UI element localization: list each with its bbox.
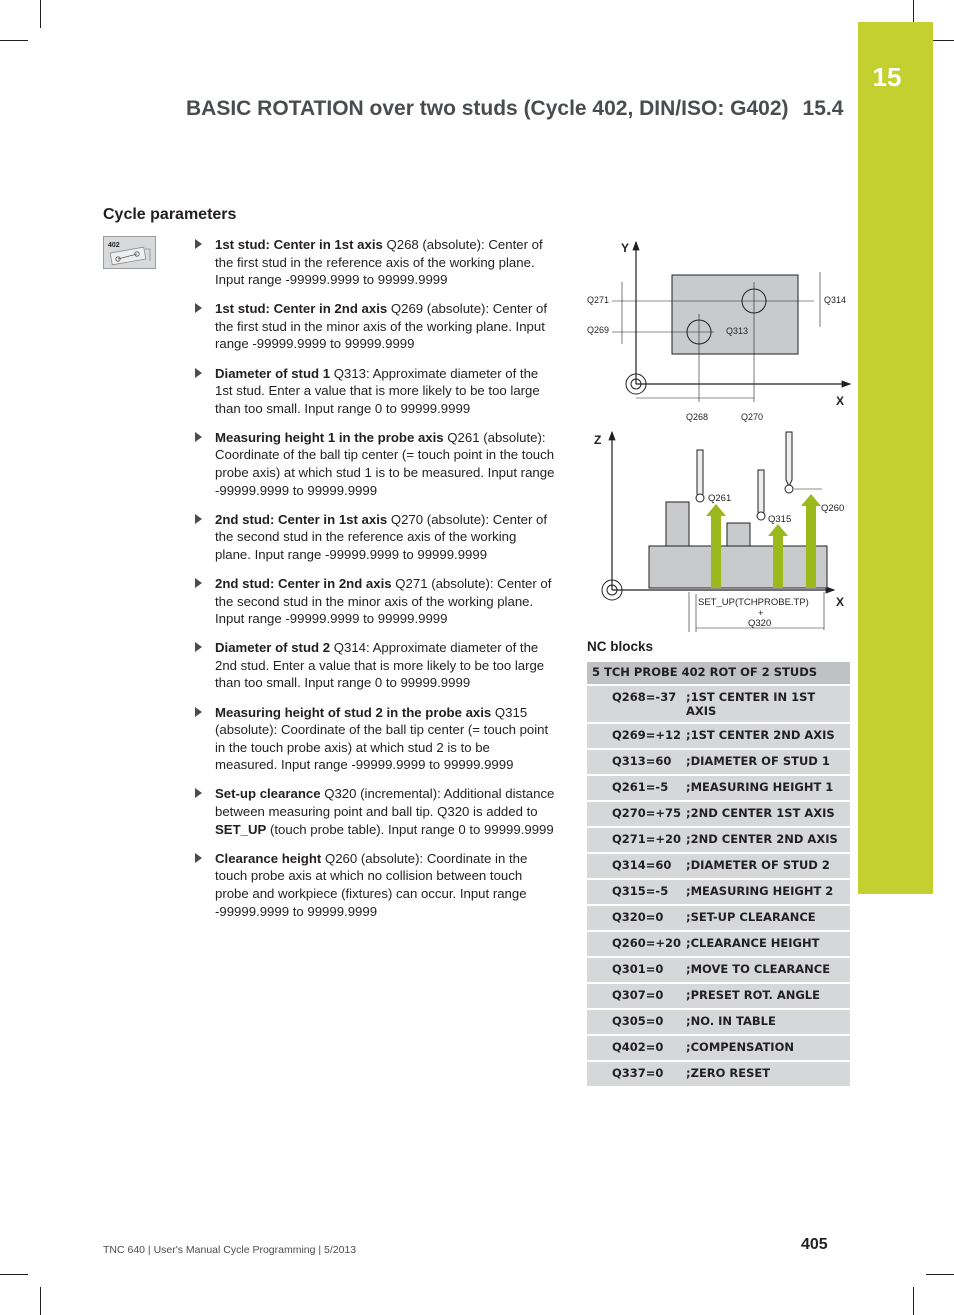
nc-code: Q402=0	[587, 1035, 684, 1061]
parameter-name: Diameter of stud 2	[215, 640, 331, 656]
parameter-list	[195, 236, 555, 932]
nc-code: Q270=+75	[587, 801, 684, 827]
parameter-name: Diameter of stud 1	[215, 365, 331, 381]
nc-row	[587, 775, 850, 801]
nc-row	[587, 957, 850, 983]
cycle-diagram	[584, 232, 854, 632]
nc-comment: ;CLEARANCE HEIGHT	[684, 931, 850, 957]
nc-comment: ;PRESET ROT. ANGLE	[684, 983, 850, 1009]
green-bar-q260	[806, 504, 816, 588]
footer: TNC 640 | User's Manual Cycle Programming | 5/2013	[103, 1244, 357, 1256]
bullet-arrow-icon	[195, 368, 202, 378]
parameter-description: Q270 (absolute): Center of the second stud in the reference axis of the working plane. Input range -99999.9999 to 99999.9999	[215, 511, 548, 562]
nc-comment: ;2ND CENTER 2ND AXIS	[684, 827, 850, 853]
parameter-description: Q320 (incremental): Additional distance between measuring point and ball tip. Q320 is added to	[215, 786, 555, 820]
cycle-icon-label: 402	[108, 242, 120, 249]
page-number: 405	[801, 1236, 828, 1253]
bullet-arrow-icon	[195, 642, 202, 652]
parameter-item	[195, 785, 555, 838]
nc-code: Q307=0	[587, 983, 684, 1009]
parameter-description-cont: (touch probe table). Input range 0 to 99999.9999	[266, 821, 554, 837]
nc-comment: ;MEASURING HEIGHT 2	[684, 879, 850, 905]
nc-code: Q269=+12	[587, 723, 684, 749]
parameter-description: Q261 (absolute): Coordinate of the ball tip center (= touch point in the touch probe axis) at which stud 1 is to be measured. Input range -99999.9999 to 99999.9999	[215, 429, 555, 498]
crop-mark	[40, 1287, 41, 1315]
parameter-description: Q314: Approximate diameter of the 2nd stud. Enter a value that is more likely to be too large than too small. Input range 0 to 99999.9999	[215, 640, 545, 691]
parameter-name: 1st stud: Center in 2nd axis	[215, 301, 388, 317]
nc-code: Q320=0	[587, 905, 684, 931]
nc-row	[587, 853, 850, 879]
parameter-description: Q313: Approximate diameter of the 1st stud. Enter a value that is more likely to be too large than too small. Input range 0 to 99999.9999	[215, 365, 540, 416]
axis-x-label-bottom: X	[836, 595, 845, 609]
label-q268: Q268	[686, 412, 709, 422]
nc-row	[587, 723, 850, 749]
nc-row	[587, 827, 850, 853]
parameter-description: Q269 (absolute): Center of the first stud in the minor axis of the working plane. Input range -99999.9999 to 99999.9999	[215, 301, 548, 352]
stud-1-side	[666, 502, 689, 546]
probe-2	[758, 470, 764, 518]
nc-code: Q314=60	[587, 853, 684, 879]
parameter-name: Set-up clearance	[215, 786, 321, 802]
page-header	[186, 97, 843, 121]
label-setup: SET_UP(TCHPROBE.TP)	[698, 597, 809, 608]
bullet-arrow-icon	[195, 514, 202, 524]
nc-comment: ;MEASURING HEIGHT 1	[684, 775, 850, 801]
nc-comment: ;DIAMETER OF STUD 2	[684, 853, 850, 879]
section-title: Cycle parameters	[103, 206, 237, 223]
chapter-tab	[858, 22, 933, 894]
bullet-arrow-icon	[195, 578, 202, 588]
nc-code: Q271=+20	[587, 827, 684, 853]
nc-comment: ;NO. IN TABLE	[684, 1009, 850, 1035]
header-title: BASIC ROTATION over two studs (Cycle 402, DIN/ISO: G402)	[186, 97, 789, 120]
parameter-item	[195, 511, 555, 564]
nc-comment: ;1ST CENTER IN 1ST AXIS	[684, 685, 850, 723]
bullet-arrow-icon	[195, 432, 202, 442]
nc-row	[587, 685, 850, 723]
crop-mark	[0, 40, 28, 41]
axis-z-label: Z	[594, 433, 602, 447]
nc-header-row	[587, 662, 850, 685]
nc-code: Q268=-37	[587, 685, 684, 723]
nc-row	[587, 1009, 850, 1035]
probe-1	[697, 450, 703, 500]
label-q260: Q260	[821, 503, 845, 514]
workpiece-top	[672, 275, 798, 354]
green-bar-q315	[773, 534, 783, 588]
crop-mark	[40, 0, 41, 28]
stud-2-side	[727, 523, 750, 546]
parameter-name: Measuring height of stud 2 in the probe axis	[215, 704, 492, 720]
parameter-name: 2nd stud: Center in 1st axis	[215, 511, 388, 527]
axis-y-label: Y	[621, 241, 630, 255]
parameter-item	[195, 365, 555, 418]
crop-mark	[0, 1274, 28, 1275]
probe-3	[786, 432, 792, 486]
label-q315: Q315	[768, 514, 792, 525]
nc-code: Q315=-5	[587, 879, 684, 905]
top-view	[587, 241, 850, 422]
nc-comment: ;MOVE TO CLEARANCE	[684, 957, 850, 983]
nc-code: Q301=0	[587, 957, 684, 983]
axis-x-label: X	[836, 394, 845, 408]
label-q313: Q313	[726, 326, 749, 336]
nc-row	[587, 879, 850, 905]
label-q261: Q261	[708, 493, 732, 504]
nc-code: Q261=-5	[587, 775, 684, 801]
nc-comment: ;ZERO RESET	[684, 1061, 850, 1086]
label-q270: Q270	[741, 412, 764, 422]
header-section: 15.4	[802, 97, 844, 120]
parameter-item	[195, 236, 555, 289]
workpiece-side	[649, 546, 827, 588]
chapter-number: 15	[872, 62, 902, 92]
nc-row	[587, 749, 850, 775]
nc-row	[587, 1061, 850, 1086]
side-view	[594, 432, 844, 632]
bullet-arrow-icon	[195, 788, 202, 798]
parameter-item	[195, 575, 555, 628]
label-q314: Q314	[824, 295, 847, 305]
nc-comment: ;SET-UP CLEARANCE	[684, 905, 850, 931]
nc-comment: ;2ND CENTER 1ST AXIS	[684, 801, 850, 827]
nc-blocks-title: NC blocks	[587, 639, 654, 654]
parameter-item	[195, 300, 555, 353]
nc-comment: ;1ST CENTER 2ND AXIS	[684, 723, 850, 749]
nc-row	[587, 801, 850, 827]
nc-blocks-table	[587, 662, 850, 1086]
crop-mark	[913, 1287, 914, 1315]
bullet-arrow-icon	[195, 853, 202, 863]
parameter-name: 2nd stud: Center in 2nd axis	[215, 576, 392, 591]
crop-mark	[926, 1274, 954, 1275]
nc-row	[587, 905, 850, 931]
label-plus: +	[758, 608, 764, 619]
bullet-arrow-icon	[195, 303, 202, 313]
nc-comment: ;COMPENSATION	[684, 1035, 850, 1061]
green-bar-q261	[711, 514, 721, 588]
parameter-item	[195, 850, 555, 920]
nc-header: 5 TCH PROBE 402 ROT OF 2 STUDS	[587, 662, 850, 685]
parameter-description: Q315 (absolute): Coordinate of the ball tip center (= touch point in the touch probe axis) at which stud 2 is to be measured. Input range -99999.9999 to 99999.9999	[215, 704, 549, 773]
nc-code: Q305=0	[587, 1009, 684, 1035]
label-q269: Q269	[587, 325, 610, 335]
parameter-item	[195, 704, 555, 774]
parameter-name: Measuring height 1 in the probe axis	[215, 429, 444, 445]
cycle-402-icon	[103, 236, 156, 269]
parameter-description: Q271 (absolute): Center of the second stud in the minor axis of the working plane. Input range -99999.9999 to 99999.9999	[215, 576, 552, 627]
nc-comment: ;DIAMETER OF STUD 1	[684, 749, 850, 775]
label-q320: Q320	[748, 618, 772, 629]
parameter-item	[195, 639, 555, 692]
parameter-item	[195, 429, 555, 499]
parameter-keyword: SET_UP	[215, 821, 267, 837]
nc-row	[587, 983, 850, 1009]
parameter-description: Q268 (absolute): Center of the first stud in the reference axis of the working plane. Input range -99999.9999 to 99999.9999	[215, 237, 543, 288]
nc-row	[587, 931, 850, 957]
bullet-arrow-icon	[195, 239, 202, 249]
bullet-arrow-icon	[195, 707, 202, 717]
parameter-name: Clearance height	[215, 850, 322, 866]
parameter-name: 1st stud: Center in 1st axis	[215, 237, 383, 252]
nc-code: Q260=+20	[587, 931, 684, 957]
nc-code: Q337=0	[587, 1061, 684, 1086]
parameter-description: Q260 (absolute): Coordinate in the touch probe axis at which no collision between touch probe and workpiece (fixtures) can occur. Input range -99999.9999 to 99999.9999	[215, 850, 528, 919]
label-q271: Q271	[587, 295, 610, 305]
nc-row	[587, 1035, 850, 1061]
nc-code: Q313=60	[587, 749, 684, 775]
